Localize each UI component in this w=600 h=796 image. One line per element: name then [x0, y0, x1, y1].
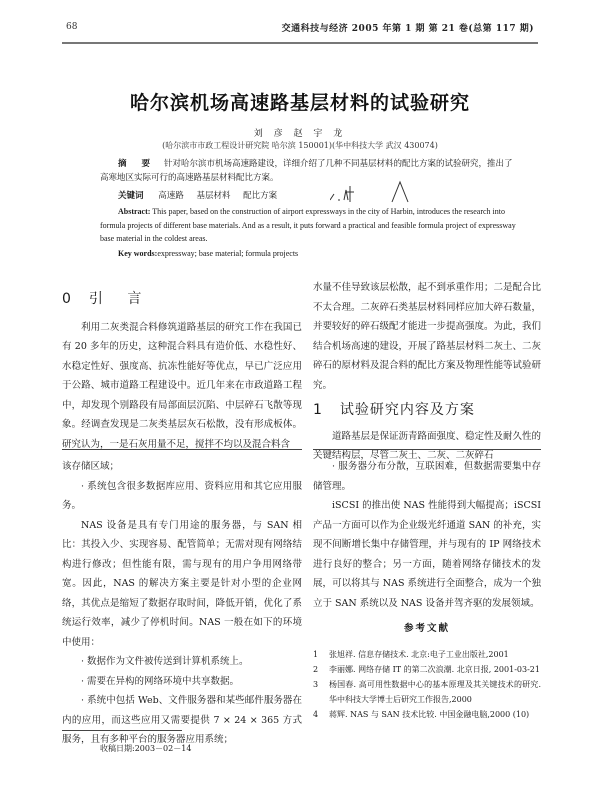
page-break-rule-left — [62, 449, 302, 450]
bullet-item: · 服务器分布分散，互联困难，但数据需要集中存储管理。 — [313, 461, 541, 492]
section-heading — [313, 401, 541, 421]
handwritten-mark — [330, 180, 450, 204]
paragraph: 水量不佳导致该层松散，起不到承重作用；二是配合比不太合理。二灰碎石类基层材料同样应加大碎石数量，并要较好的碎石级配才能进一步提高强度。为此，我们结合机场高速的建设，开展了路基层材料二灰土、二灰碎石的原材料及混合料的配比方案及物理性能等试验研究。 — [313, 282, 542, 391]
page-break-rule-right — [313, 449, 541, 450]
keywords-en — [118, 249, 298, 258]
right-bottom-column — [313, 457, 541, 722]
paragraph: 该存储区域； — [62, 461, 120, 472]
section-title: 试验研究内容及方案 — [339, 402, 475, 418]
paragraph: 道路基层是保证沥青路面强度、稳定性及耐久性的关键结构层，尽管二灰土、二灰、二灰碎石 — [313, 430, 542, 461]
paragraph: 利用二灰类混合料修筑道路基层的研究工作在我国已有 20 多年的历史，这种混合料具有造价低、水稳性好、水稳定性好、强度高、抗冻性能好等优点，早已广泛应用于公路、城市道路工程建设中。近几年来在市政道路工程中，却发现个别路段有局部面层沉陷、中层碎石飞散等现象。经调查发现是二灰类基层灰石松散，没有形成板体。研究认为，一是石灰用量不足，搅拌不均以及混合料含 — [62, 321, 302, 450]
references-heading: 参考文献 — [403, 623, 450, 634]
authors: 刘 彦 赵 宇 龙 — [253, 129, 347, 139]
abstract-en-text: This paper, based on the construction of airport expressways in the city of Harbin, introduces the research into formula projects of different base materials. And as a result, it puts forward a practical and feasible formula project of expressway base material in the coldest areas. — [100, 207, 516, 243]
keyword-term: 高速路 — [158, 191, 184, 201]
section-right-top — [313, 278, 541, 466]
reference-number: 1 — [313, 649, 319, 659]
left-bottom-column — [62, 457, 302, 750]
reference-item — [313, 707, 541, 722]
section-number: 1 — [313, 402, 322, 418]
bullet-item: · 系统包含很多数据库应用、资料应用和其它应用服务。 — [62, 480, 302, 511]
keyword-term: 基层材料 — [196, 191, 231, 201]
reference-text: 张旭祥. 信息存储技术. 北京:电子工业出版社,2001 — [329, 649, 509, 659]
header-rule — [62, 42, 538, 44]
keywords-cn-label: 关键词 — [118, 191, 144, 201]
reference-text: 李丽娜. 网络存储 IT 的第二次浪潮. 北京日报, 2001-03-21 — [329, 664, 540, 674]
footnote-rule — [62, 730, 182, 731]
reference-item — [313, 662, 541, 677]
reference-number: 4 — [313, 709, 319, 719]
keywords-en-label: Key words: — [118, 249, 158, 258]
bullet-item: · 系统中包括 Web、文件服务器和某些邮件服务器在内的应用，而这些应用又需要提供 7 × 24 × 365 方式服务，且有多种平台的服务器应用系统； — [62, 695, 302, 745]
keywords-en-text: expressway; base material; formula projects — [157, 249, 299, 258]
reference-number: 2 — [313, 664, 319, 674]
section-heading — [62, 290, 302, 310]
abstract-en-label: Abstract: — [118, 207, 151, 216]
abstract-cn — [100, 157, 520, 185]
reference-text: 蒋辉. NAS 与 SAN 技术比较. 中国金融电脑,2000 (10) — [329, 709, 530, 719]
abstract-en — [100, 205, 520, 246]
reference-item — [313, 647, 541, 662]
received-date: 收稿日期:2003－02－14 — [100, 744, 192, 753]
paragraph: NAS 设备是具有专门用途的服务器，与 SAN 相比：其投入少、实现容易、配管简单；无需对现有网络结构进行修改；但性能有限，需与现有的用户争用网络带宽。因此，NAS 的解决方案主要是针对小型的企业网络，其优点是缩短了数据存取时间，降低开销，优化了系统运行效率，减少了停机时间。NAS 一般在如下的环境中使用： — [62, 519, 302, 648]
abstract-cn-text: 针对哈尔滨市机场高速路建设，详细介绍了几种不同基层材料的配比方案的试验研究，推出了高寒地区实际可行的高速路基层材料配比方案。 — [100, 159, 513, 183]
section-title: 引 言 — [88, 291, 152, 307]
abstract-cn-label: 摘 要 — [118, 159, 156, 169]
keyword-term: 配比方案 — [243, 191, 278, 201]
bullet-item: · 数据作为文件被传送到计算机系统上。 — [81, 656, 249, 667]
section-introduction — [62, 290, 302, 454]
affiliation: (哈尔滨市市政工程设计研究院 哈尔滨 150001)(华中科技大学 武汉 430074) — [162, 141, 438, 150]
paragraph: iSCSI 的推出使 NAS 性能得到大幅提高；iSCSI 产品一方面可以作为企业级光纤通道 SAN 的补充，实现不间断增长集中存储管理，并与现有的 IP 网络技术进行良好的整合；另一方面，随着网络存储技术的发展，可以将其与 NAS 系统进行全面整合，成为一个独立于 SAN 系统以及 NAS 设备并驾齐驱的发展领域。 — [313, 500, 541, 609]
keywords-cn — [118, 189, 287, 201]
bullet-item: · 需要在异构的网络环境中共享数据。 — [81, 675, 240, 687]
page-number: 68 — [66, 22, 78, 32]
section-number: 0 — [62, 291, 71, 307]
paper-title: 哈尔滨机场高速路基层材料的试验研究 — [129, 92, 470, 114]
journal-header: 交通科技与经济 2005 年第 1 期 第 21 卷(总第 117 期) — [281, 24, 534, 34]
reference-text: 杨国春. 高可用性数据中心的基本原理及其关键技术的研究. 华中科技大学博士后研究工作报告,2000 — [329, 679, 541, 704]
reference-number: 3 — [313, 679, 319, 689]
reference-item — [313, 677, 541, 707]
